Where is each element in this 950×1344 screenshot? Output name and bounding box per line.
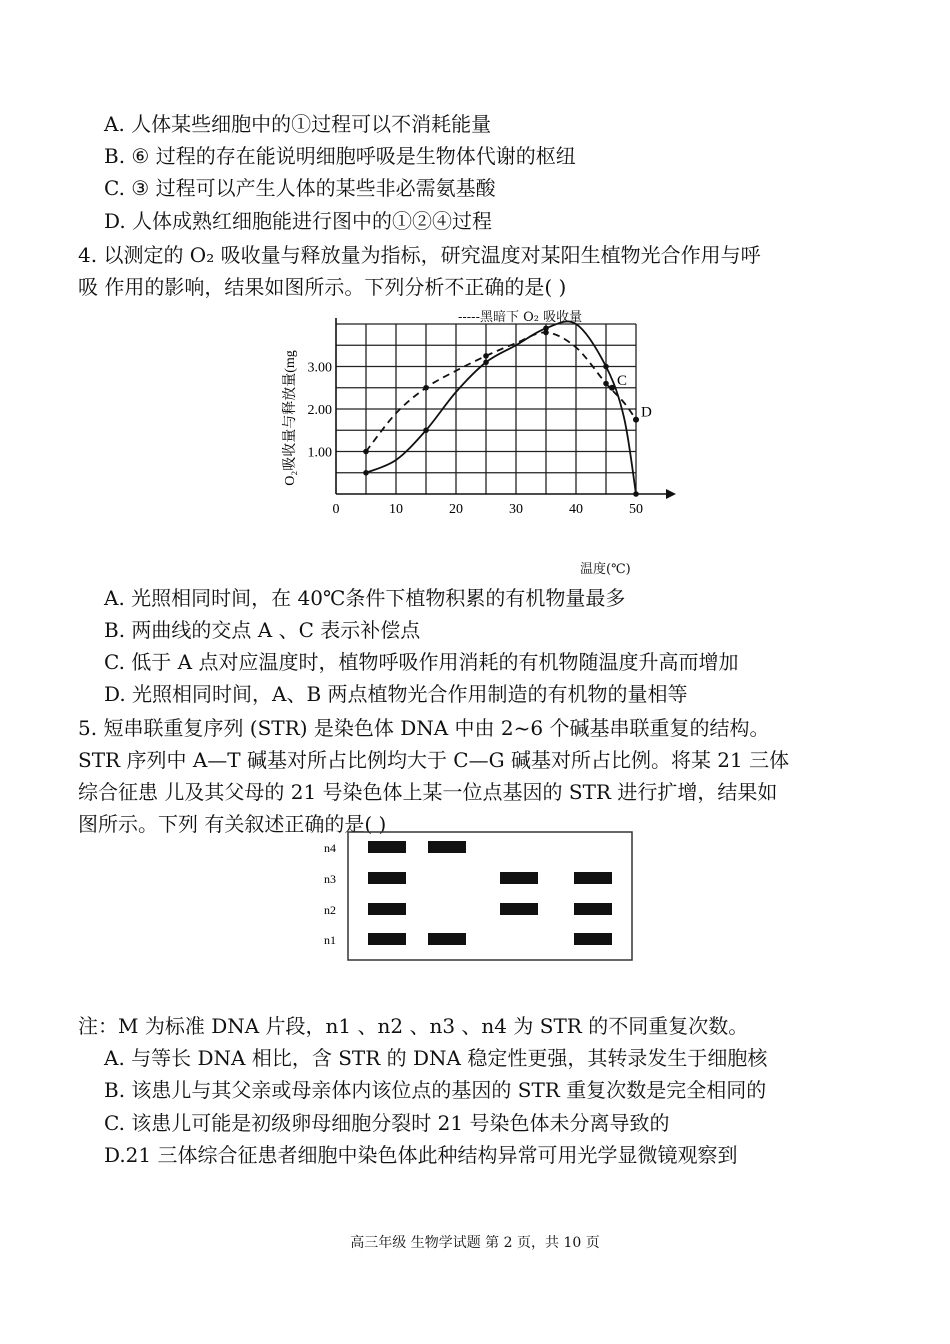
gel-band	[368, 872, 406, 884]
q3-option-a: A. 人体某些细胞中的①过程可以不消耗能量	[104, 112, 492, 136]
x-tick-label: 10	[389, 502, 403, 517]
q5-option-c: C. 该患儿可能是初级卵母细胞分裂时 21 号染色体未分离导致的	[104, 1111, 670, 1135]
q5-option-b: B. 该患儿与其父亲或母亲体内该位点的基因的 STR 重复次数是完全相同的	[104, 1078, 767, 1102]
gel-band	[368, 933, 406, 945]
str-gel-figure	[320, 830, 640, 964]
x-tick-label: 40	[569, 502, 583, 517]
chart-xlabel: 温度(℃)	[580, 562, 631, 577]
point-label-d: D	[641, 404, 652, 421]
gel-row-label-n3: n3	[324, 872, 336, 886]
q5-stem-line1: 5. 短串联重复序列 (STR) 是染色体 DNA 中由 2~6 个碱基串联重复的结构。	[78, 716, 770, 740]
light-o2-release-curve	[366, 321, 636, 494]
q5-stem-line3: 综合征患 儿及其父母的 21 号染色体上某一位点基因的 STR 进行扩增，结果如	[78, 780, 778, 804]
q5-option-a: A. 与等长 DNA 相比，含 STR 的 DNA 稳定性更强，其转录发生于细胞核	[104, 1046, 768, 1070]
gel-band	[368, 841, 406, 853]
gel-row-label-n2: n2	[324, 903, 336, 917]
data-point	[483, 359, 489, 365]
q4-option-a: A. 光照相同时间，在 40℃条件下植物积累的有机物量最多	[104, 586, 626, 610]
gel-band	[574, 872, 612, 884]
q4-stem-line1: 4. 以测定的 O₂ 吸收量与释放量为指标，研究温度对某阳生植物光合作用与呼	[78, 243, 761, 267]
q3-option-d: D. 人体成熟红细胞能进行图中的①②④过程	[104, 209, 493, 233]
dark-o2-uptake-curve	[366, 332, 636, 451]
chart-grid	[336, 324, 636, 494]
q4-option-c: C. 低于 A 点对应温度时，植物呼吸作用消耗的有机物随温度升高而增加	[104, 650, 739, 674]
gel-band	[574, 903, 612, 915]
gel-bands	[368, 841, 612, 945]
chart-marks	[609, 373, 652, 423]
chart-ylabel: O₂吸收量与释放量(mg	[283, 350, 298, 486]
data-point	[363, 449, 369, 455]
point-label-c: C	[617, 372, 628, 389]
q4-option-d: D. 光照相同时间，A、B 两点植物光合作用制造的有机物的量相等	[104, 682, 688, 706]
y-tick-label: 2.00	[307, 403, 332, 418]
gel-row-labels	[324, 841, 336, 947]
data-point	[363, 470, 369, 476]
data-point	[543, 330, 549, 336]
data-point	[423, 427, 429, 433]
data-point	[603, 381, 609, 387]
x-tick-label: 50	[629, 502, 643, 517]
gel-band	[428, 933, 466, 945]
gel-band	[368, 903, 406, 915]
gel-band	[428, 841, 466, 853]
q5-stem-line2: STR 序列中 A—T 碱基对所占比例均大于 C—G 碱基对所占比例。将某 21 三体	[78, 748, 790, 772]
point-d	[633, 417, 639, 423]
q5-note: 注：M 为标准 DNA 片段，n1 、n2 、n3 、n4 为 STR 的不同重复次数。	[78, 1014, 749, 1038]
x-tick-label: 30	[509, 502, 523, 517]
q5-option-d: D.21 三体综合征患者细胞中染色体此种结构异常可用光学显微镜观察到	[104, 1143, 738, 1167]
gel-row-label-n1: n1	[324, 933, 336, 947]
x-tick-label: 20	[449, 502, 463, 517]
q5-stem-line4: 图所示。下列 有关叙述正确的是( )	[78, 812, 387, 836]
gel-band	[574, 933, 612, 945]
y-tick-label: 3.00	[307, 360, 332, 376]
temperature-chart	[270, 318, 690, 528]
gel-row-label-n4: n4	[324, 841, 336, 855]
page-footer: 高三年级 生物学试题 第 2 页，共 10 页	[350, 1235, 600, 1251]
q4-option-b: B. 两曲线的交点 A 、C 表示补偿点	[104, 618, 421, 642]
q3-option-b: B. ⑥ 过程的存在能说明细胞呼吸是生物体代谢的枢纽	[104, 144, 576, 168]
data-point	[423, 385, 429, 391]
x-axis-arrow	[666, 489, 676, 499]
data-point	[633, 491, 639, 497]
x-tick-label: 0	[332, 502, 340, 517]
chart-legend: -----黑暗下 O₂ 吸收量	[458, 310, 583, 325]
y-tick-label: 1.00	[307, 445, 332, 461]
gel-band	[500, 903, 538, 915]
point-c	[609, 385, 615, 391]
q4-stem-line2: 吸 作用的影响，结果如图所示。下列分析不正确的是( )	[78, 275, 567, 299]
data-point	[483, 353, 489, 359]
data-point	[603, 364, 609, 370]
q3-option-c: C. ③ 过程可以产生人体的某些非必需氨基酸	[104, 176, 496, 200]
gel-band	[500, 872, 538, 884]
